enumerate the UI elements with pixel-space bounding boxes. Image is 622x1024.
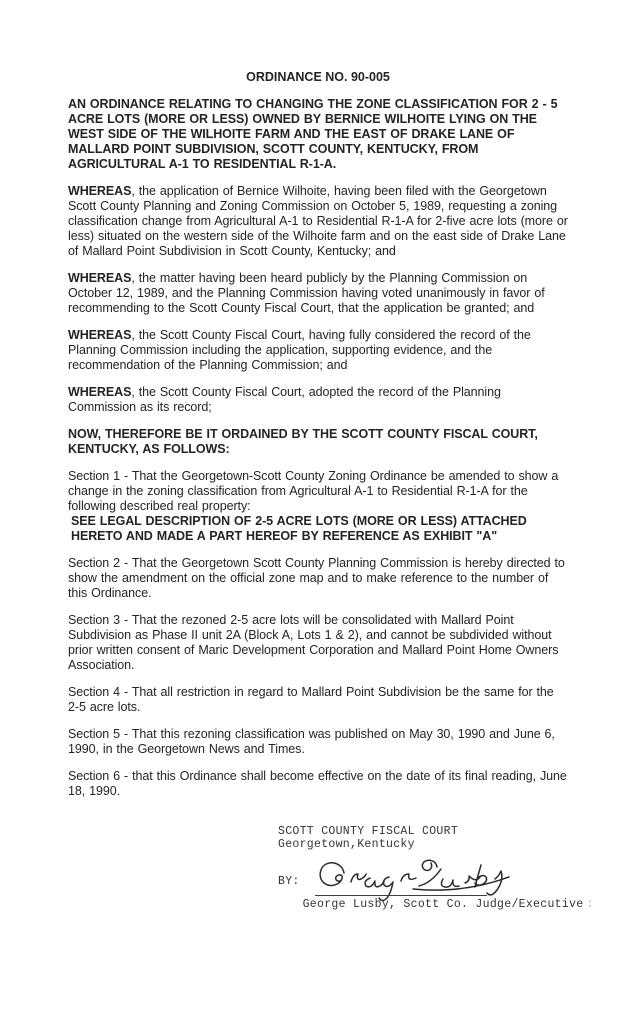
whereas-lead-1: WHEREAS bbox=[68, 184, 132, 198]
enactment-clause: NOW, THEREFORE BE IT ORDAINED BY THE SCOTT COUNTY FISCAL COURT, KENTUCKY, AS FOLLOWS: bbox=[68, 427, 538, 456]
whereas-lead-3: WHEREAS bbox=[68, 328, 132, 342]
whereas-text-2: , the matter having been heard publicly by the Planning Commission on October 12, 1989, and the Planning Commission having voted unanimously in favor of recommending to the Scott County Fiscal Court, that the application be granted; and bbox=[68, 271, 545, 315]
whereas-clause-3 bbox=[68, 328, 568, 373]
signature-row bbox=[278, 860, 594, 911]
whereas-lead-2: WHEREAS bbox=[68, 271, 132, 285]
whereas-text-1: , the application of Bernice Wilhoite, having been filed with the Georgetown Scott County Planning and Zoning Commission on October 5, 1989, requesting a zoning classification change from Agricultural A-1 to Residential R-1-A for 2-five acre lots (more or less) situated on the western side of the Wilhoite farm and on the east side of Drake Lane of Mallard Point Subdivision in Scott County, Kentucky; and bbox=[68, 184, 568, 258]
signature-block bbox=[278, 825, 594, 911]
section-1-exhibit-reference: SEE LEGAL DESCRIPTION OF 2-5 ACRE LOTS (MORE OR LESS) ATTACHED HERETO AND MADE A PART HEREOF BY REFERENCE AS EXHIBIT "A" bbox=[71, 514, 527, 543]
whereas-text-4: , the Scott County Fiscal Court, adopted the record of the Planning Commission as its record; bbox=[68, 385, 501, 414]
section-1-text: Section 1 - That the Georgetown-Scott County Zoning Ordinance be amended to show a change in the zoning classification from Agricultural A-1 to Residential R-1-A for the following described real property: bbox=[68, 469, 559, 513]
org-location: Georgetown,Kentucky bbox=[278, 838, 415, 851]
ordinance-heading: AN ORDINANCE RELATING TO CHANGING THE ZONE CLASSIFICATION FOR 2 - 5 ACRE LOTS (MORE OR LESS) OWNED BY BERNICE WILHOITE LYING ON THE WEST SIDE OF THE WILHOITE FARM AND THE EAST OF DRAKE LANE OF MALLARD POINT SUBDIVISION, SCOTT COUNTY, KENTUCKY, FROM AGRICULTURAL A-1 TO RESIDENTIAL R-1-A. bbox=[68, 97, 558, 171]
org-name: SCOTT COUNTY FISCAL COURT bbox=[278, 825, 459, 838]
section-6: Section 6 - that this Ordinance shall become effective on the date of its final reading, June 18, 1990. bbox=[68, 769, 567, 798]
whereas-clause-1 bbox=[68, 184, 568, 259]
section-5: Section 5 - That this rezoning classification was published on May 30, 1990 and June 6, 1990, in the Georgetown News and Times. bbox=[68, 727, 555, 756]
section-1 bbox=[68, 469, 568, 544]
whereas-lead-4: WHEREAS bbox=[68, 385, 132, 399]
signature-org bbox=[278, 825, 568, 851]
by-label: BY: bbox=[278, 875, 300, 888]
section-2: Section 2 - That the Georgetown Scott County Planning Commission is hereby directed to show the amendment on the official zone map and to make reference to the number of this Ordinance. bbox=[68, 556, 565, 600]
whereas-clause-2 bbox=[68, 271, 568, 316]
ordinance-number-title: ORDINANCE NO. 90-005 bbox=[246, 70, 390, 84]
signature-area bbox=[302, 860, 594, 911]
signee-name-title: George Lusby, Scott Co. Judge/Executive bbox=[302, 898, 584, 911]
section-3: Section 3 - That the rezoned 2-5 acre lots will be consolidated with Mallard Point Subdivision as Phase II unit 2A (Block A, Lots 1 & 2), and cannot be subdivided without prior written consent of Maric Development Corporation and Mallard Point Home Owners Association. bbox=[68, 613, 559, 672]
whereas-text-3: , the Scott County Fiscal Court, having fully considered the record of the Planning Commission including the application, supporting evidence, and the recommendation of the Planning Commission; and bbox=[68, 328, 531, 372]
signee-row bbox=[303, 898, 594, 911]
document-content bbox=[68, 70, 594, 911]
section-4: Section 4 - That all restriction in regard to Mallard Point Subdivision be the same for the 2-5 acre lots. bbox=[68, 685, 554, 714]
trailing-mark: : bbox=[586, 898, 594, 911]
whereas-clause-4 bbox=[68, 385, 568, 415]
signature-line bbox=[315, 895, 487, 896]
